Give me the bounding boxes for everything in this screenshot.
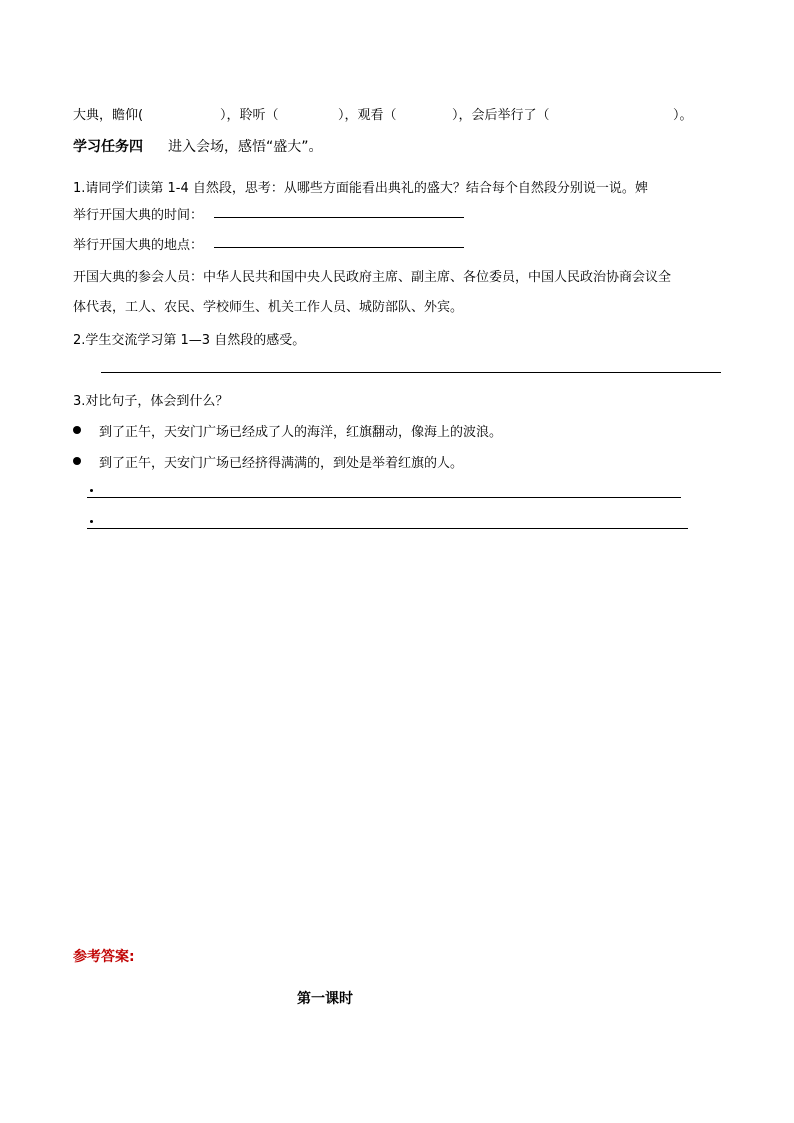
bullet-icon — [73, 426, 81, 434]
question-2: 2.学生交流学习第 1—3 自然段的感受。 — [73, 333, 306, 348]
people-line-1: 开国大典的参会人员：中华人民共和国中央人民政府主席、副主席、各位委员，中国人民政治协商会议全 — [73, 270, 672, 285]
lesson-title: 第一课时 — [297, 991, 353, 1007]
dot-icon — [90, 489, 93, 492]
q3-answer-line-1[interactable] — [87, 497, 681, 498]
blank-gap-2: ），观看（ — [338, 108, 397, 123]
blank-gap-1: ），聆听（ — [220, 108, 279, 123]
sentence-2: 到了正午，天安门广场已经挤得满满的，到处是举着红旗的人。 — [99, 456, 464, 471]
blank-prefix: 大典，瞻仰( — [73, 108, 144, 123]
question-3: 3.对比句子，体会到什么？ — [73, 394, 229, 409]
time-answer-line[interactable] — [214, 217, 464, 218]
blank-suffix: ）。 — [673, 108, 693, 123]
people-line-2: 体代表，工人、农民、学校师生、机关工作人员、城防部队、外宾。 — [73, 300, 464, 315]
answer-heading: 参考答案: — [73, 949, 135, 965]
blank-gap-3: ），会后举行了（ — [452, 108, 550, 123]
task-description: 进入会场，感悟“盛大”。 — [168, 139, 323, 155]
q3-answer-line-2[interactable] — [87, 528, 688, 529]
place-answer-line[interactable] — [214, 247, 464, 248]
q2-answer-line[interactable] — [101, 372, 721, 373]
time-label: 举行开国大典的时间： — [73, 208, 204, 223]
question-1: 1.请同学们读第 1-4 自然段，思考：从哪些方面能看出典礼的盛大？结合每个自然段分别说一说。婢 — [73, 181, 648, 196]
sentence-1: 到了正午，天安门广场已经成了人的海洋，红旗翻动，像海上的波浪。 — [99, 425, 503, 440]
place-label: 举行开国大典的地点： — [73, 238, 204, 253]
bullet-icon — [73, 457, 81, 465]
task-title: 学习任务四 — [73, 139, 143, 155]
dot-icon — [90, 520, 93, 523]
